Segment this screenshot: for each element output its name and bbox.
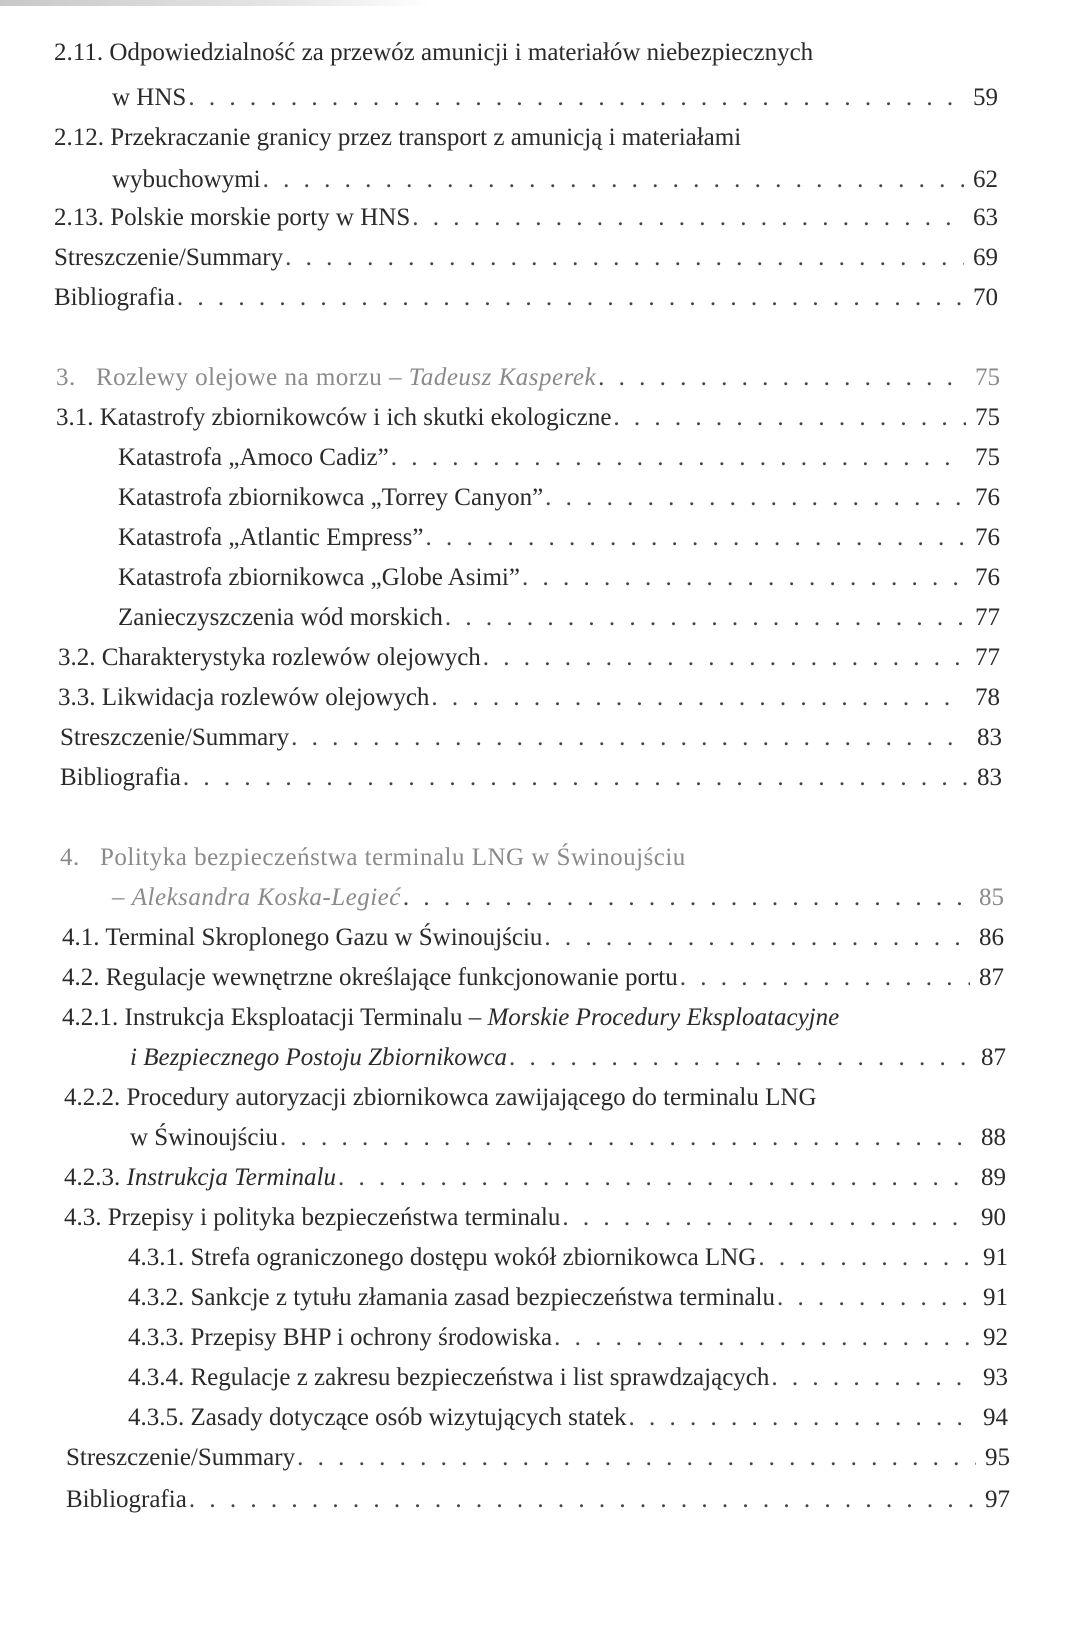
entry-number: 2.12.	[54, 124, 104, 151]
dot-leader	[598, 358, 966, 398]
dot-leader	[544, 918, 970, 958]
dot-leader	[509, 1038, 972, 1078]
toc-entry-3-2	[58, 638, 1000, 678]
page-number: 70	[973, 284, 998, 311]
chapter-dash: –	[388, 364, 402, 391]
entry-title: Bibliografia	[66, 1486, 187, 1513]
dot-leader	[403, 878, 970, 918]
entry-title: Polskie morskie porty w HNS	[110, 204, 411, 231]
dot-leader	[545, 478, 966, 518]
entry-number: 4.3.1.	[128, 1244, 185, 1271]
dot-leader	[285, 238, 964, 278]
toc-entry-ch3-summary	[60, 718, 1002, 758]
page-number: 93	[983, 1364, 1008, 1391]
entry-title: Katastrofy zbiornikowców i ich skutki ekologiczne	[99, 404, 612, 431]
page-number: 91	[983, 1244, 1008, 1271]
dot-leader	[188, 78, 964, 118]
dot-leader	[425, 518, 966, 558]
entry-number: 4.3.3.	[128, 1324, 185, 1351]
entry-number: 3.1.	[56, 404, 94, 431]
dot-leader	[412, 198, 964, 238]
entry-title: Streszczenie/Summary	[66, 1444, 296, 1471]
chapter-number: 4.	[60, 844, 80, 871]
dot-leader	[758, 1238, 974, 1278]
page-number: 62	[973, 166, 998, 193]
toc-entry-4-2-2-line2	[130, 1118, 1006, 1158]
page-number: 89	[981, 1164, 1006, 1191]
entry-title: Zanieczyszczenia wód morskich	[118, 604, 443, 631]
entry-title: Procedury autoryzacji zbiornikowca zawijającego do terminalu LNG	[126, 1084, 817, 1111]
entry-title: Likwidacja rozlewów olejowych	[101, 684, 430, 711]
entry-number: 4.2.2.	[64, 1084, 121, 1111]
toc-entry-3-3	[58, 678, 1000, 718]
toc-entry-2-13	[54, 198, 998, 238]
toc-subentry-atlantic-empress	[118, 518, 1000, 558]
page-number: 87	[979, 964, 1004, 991]
entry-title: Katastrofa „Amoco Cadiz”	[118, 444, 389, 471]
entry-title: Przekraczanie granicy przez transport z amunicją i materiałami	[110, 124, 742, 151]
entry-title: Bibliografia	[54, 284, 175, 311]
page-number: 78	[975, 684, 1000, 711]
dot-leader	[562, 1198, 972, 1238]
toc-entry-2-11-line1	[54, 33, 813, 73]
toc-entry-ch4-summary	[66, 1438, 1010, 1478]
page-number: 83	[977, 724, 1002, 751]
entry-title: Odpowiedzialność za przewóz amunicji i materiałów niebezpiecznych	[109, 39, 814, 66]
page-number: 94	[983, 1404, 1008, 1431]
page-number: 76	[975, 484, 1000, 511]
toc-subentry-pollution	[118, 598, 1000, 638]
toc-subentry-torrey-canyon	[118, 478, 1000, 518]
page-number: 90	[981, 1204, 1006, 1231]
toc-chapter-3	[56, 358, 1000, 398]
dot-leader	[391, 438, 966, 478]
toc-entry-4-3-1	[128, 1238, 1008, 1278]
entry-title: Przepisy BHP i ochrony środowiska	[190, 1324, 553, 1351]
entry-title: Instrukcja Terminalu	[126, 1164, 336, 1191]
entry-title-cont: w HNS	[112, 84, 187, 111]
entry-title: Charakterystyka rozlewów olejowych	[101, 644, 481, 671]
entry-title: Regulacje wewnętrzne określające funkcjonowanie portu	[105, 964, 678, 991]
toc-entry-2-12-line1	[54, 118, 741, 158]
entry-title: Sankcje z tytułu złamania zasad bezpieczeństwa terminalu	[190, 1284, 775, 1311]
page-number: 77	[975, 644, 1000, 671]
page-number: 83	[977, 764, 1002, 791]
toc-entry-2-12-line2	[112, 160, 998, 200]
dot-leader	[177, 278, 964, 318]
entry-number: 4.3.	[64, 1204, 102, 1231]
entry-number: 4.2.3.	[64, 1164, 121, 1191]
chapter-author: Aleksandra Koska-Legieć	[131, 884, 401, 911]
toc-entry-4-2-1-line1	[62, 998, 839, 1038]
dot-leader	[522, 558, 966, 598]
entry-title: Streszczenie/Summary	[60, 724, 290, 751]
entry-title-cont: w Świnoujściu	[130, 1124, 278, 1151]
entry-title: Streszczenie/Summary	[54, 244, 284, 271]
page-number: 95	[985, 1444, 1010, 1471]
page-number: 76	[975, 524, 1000, 551]
toc-entry-4-2	[62, 958, 1004, 998]
dot-leader	[338, 1158, 972, 1198]
toc-entry-4-3-2	[128, 1278, 1008, 1318]
toc-entry-4-2-3	[64, 1158, 1006, 1198]
entry-title: Katastrofa zbiornikowca „Torrey Canyon”	[118, 484, 544, 511]
page-number: 87	[981, 1044, 1006, 1071]
toc-entry-4-3-4	[128, 1358, 1008, 1398]
entry-title: Przepisy i polityka bezpieczeństwa terminalu	[107, 1204, 561, 1231]
dot-leader	[297, 1438, 976, 1478]
chapter-title: Rozlewy olejowe na morzu	[96, 364, 383, 391]
toc-chapter-4-line2	[112, 878, 1004, 918]
entry-title: Regulacje z zakresu bezpieczeństwa i list sprawdzających	[190, 1364, 770, 1391]
dot-leader	[431, 678, 966, 718]
dot-leader	[680, 958, 970, 998]
page-number: 76	[975, 564, 1000, 591]
page-number: 75	[975, 444, 1000, 471]
entry-number: 4.2.	[62, 964, 100, 991]
toc-chapter-4-line1	[60, 838, 686, 878]
toc-entry-ch4-bibliography	[66, 1480, 1010, 1520]
toc-entry-3-1	[56, 398, 1000, 438]
toc-entry-2-11-line2	[112, 78, 998, 118]
toc-entry-ch2-summary	[54, 238, 998, 278]
toc-entry-4-3-5	[128, 1398, 1008, 1438]
page-number: 75	[975, 364, 1000, 391]
toc-entry-4-3-3	[128, 1318, 1008, 1358]
toc-entry-4-3	[64, 1198, 1006, 1238]
entry-number: 3.3.	[58, 684, 96, 711]
entry-title: Zasady dotyczące osób wizytujących statek	[190, 1404, 627, 1431]
entry-title: Strefa ograniczonego dostępu wokół zbiornikowca LNG	[190, 1244, 757, 1271]
page-number: 88	[981, 1124, 1006, 1151]
entry-title: Bibliografia	[60, 764, 181, 791]
page-number: 92	[983, 1324, 1008, 1351]
scan-edge	[0, 0, 430, 6]
entry-number: 4.3.5.	[128, 1404, 185, 1431]
page-number: 63	[973, 204, 998, 231]
chapter-title: Polityka bezpieczeństwa terminalu LNG w Świnoujściu	[100, 844, 686, 871]
dot-leader	[291, 718, 968, 758]
page-number: 59	[973, 84, 998, 111]
entry-title: Katastrofa zbiornikowca „Globe Asimi”	[118, 564, 520, 591]
entry-number: 4.1.	[62, 924, 100, 951]
dot-leader	[777, 1278, 974, 1318]
toc-entry-4-2-1-line2	[130, 1038, 1006, 1078]
chapter-number: 3.	[56, 364, 76, 391]
dot-leader	[445, 598, 966, 638]
dot-leader	[280, 1118, 972, 1158]
entry-number: 3.2.	[58, 644, 96, 671]
page-number: 69	[973, 244, 998, 271]
page-number: 77	[975, 604, 1000, 631]
entry-title-cont: i Bezpiecznego Postoju Zbiornikowca	[130, 1044, 508, 1071]
page-number: 75	[975, 404, 1000, 431]
entry-title: Instrukcja Eksploatacji Terminalu –	[124, 1004, 482, 1031]
dot-leader	[189, 1480, 976, 1520]
toc-entry-ch3-bibliography	[60, 758, 1002, 798]
dot-leader	[183, 758, 968, 798]
entry-title: Terminal Skroplonego Gazu w Świnoujściu	[105, 924, 543, 951]
dot-leader	[554, 1318, 974, 1358]
dot-leader	[613, 398, 966, 438]
toc-subentry-globe-asimi	[118, 558, 1000, 598]
entry-number: 4.3.2.	[128, 1284, 185, 1311]
entry-title-italic: Morskie Procedury Eksploatacyjne	[487, 1004, 840, 1031]
page-number: 85	[979, 884, 1004, 911]
dot-leader	[628, 1398, 974, 1438]
chapter-author: Tadeusz Kasperek	[408, 364, 597, 391]
dot-leader	[263, 160, 964, 200]
dot-leader	[483, 638, 966, 678]
toc-entry-ch2-bibliography	[54, 278, 998, 318]
entry-number: 4.3.4.	[128, 1364, 185, 1391]
entry-number: 2.13.	[54, 204, 104, 231]
chapter-dash: –	[112, 884, 125, 911]
toc-entry-4-1	[62, 918, 1004, 958]
entry-title: Katastrofa „Atlantic Empress”	[118, 524, 424, 551]
entry-number: 4.2.1.	[62, 1004, 119, 1031]
toc-subentry-amoco-cadiz	[118, 438, 1000, 478]
entry-title-cont: wybuchowymi	[112, 166, 261, 193]
entry-number: 2.11.	[54, 39, 104, 66]
dot-leader	[771, 1358, 974, 1398]
page-number: 86	[979, 924, 1004, 951]
toc-entry-4-2-2-line1	[64, 1078, 817, 1118]
page-number: 91	[983, 1284, 1008, 1311]
page-number: 97	[985, 1486, 1010, 1513]
